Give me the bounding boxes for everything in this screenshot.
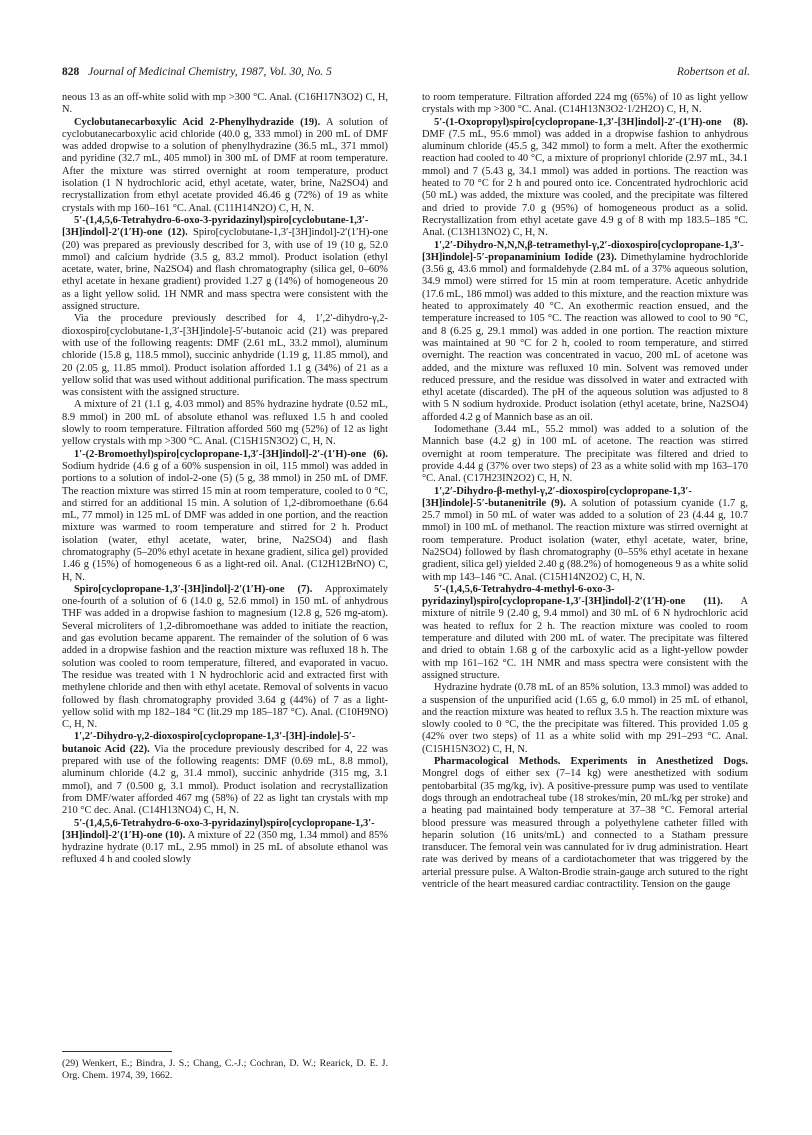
paragraph-heading: 5′-(1,4,5,6-Tetrahydro-4-methyl-6-oxo-3-pyridazinyl)spiro[cyclopropane-1,3′-[3H]indol]-2′(1′H)-one (11).: [422, 583, 723, 608]
paragraph-text: Iodomethane (3.44 mL, 55.2 mmol) was added to a solution of the Mannich base (4.2 g) in 100 mL of acetone. The reaction was stirred overnight at room temperature. The precipitate was filtered and dried to provide 4.44 g (37% over two steps) of 23 as a white solid with mp 163–170 °C. Anal. (C17H23IN2O2) C, H, N.: [422, 424, 748, 485]
left-column: [62, 92, 388, 1017]
paragraph-text: Sodium hydride (4.6 g of a 60% suspension in oil, 115 mmol) was added in portions to a solution of indol-2-one (5) (5 g, 38 mmol) in 250 mL of DMF. The reaction mixture was stirred 15 min at room temperature, cooled to 0 °C, and stirred for an additional 15 min. A solution of 1,2-dibromoethane (6.64 mL, 77 mmol) in 125 mL of DMF was added in one portion, and the reaction mixture was warmed to room temperature and stirred for 2 h. Product isolation (water, ethyl acetate, water, brine, Na2SO4) and flash chromatography (5–20% ethyl acetate in hexane gradient, silica gel) provided 1.46 g (15%) of homogeneous 6 as a light-red oil. Anal. (C12H12BrNO) C, H, N.: [62, 460, 388, 583]
paragraph: [422, 92, 748, 117]
paragraph-heading: 5′-(1,4,5,6-Tetrahydro-6-oxo-3-pyridazinyl)spiro[cyclopropane-1,3′-[3H]indol]-2′(1′H)-one (10).: [62, 817, 375, 841]
paragraph: [62, 313, 388, 399]
paragraph-text: A mixture of nitrile 9 (2.40 g, 9.4 mmol) and 30 mL of 6 N hydrochloric acid was heated to reflux for 2 h. The reaction mixture was cooled to room temperature and diluted with 200 mL of water. The precipitate was filtered and dried to obtain 1.68 g of the carboxylic acid as a light-yellow powder with mp 161–162 °C. 1H NMR and mass spectra were consistent with the assigned structure.: [422, 596, 748, 681]
paragraph: [422, 584, 748, 682]
paragraph: [422, 240, 748, 424]
paragraph-text: Hydrazine hydrate (0.78 mL of an 85% solution, 13.3 mmol) was added to a suspension of the unpurified acid (1.65 g, 6.0 mmol) in 25 mL of ethanol, and the reaction mixture was heated to reflux 3.5 h. The reaction mixture was slowly cooled to 0 °C, the the precipitate was filtered. This provided 1.05 g (42% over two steps) of 11 as a white solid with mp 291–293 °C. Anal. (C15H15N3O2) C, H, N.: [422, 682, 748, 755]
paragraph-heading: 1′-(2-Bromoethyl)spiro[cyclopropane-1,3′-[3H]indol]-2′-(1′H)-one (6).: [74, 448, 388, 460]
paragraph: [422, 682, 748, 756]
paragraph: [62, 92, 388, 117]
paragraph-text: A solution of cyclobutanecarboxylic acid chloride (40.0 g, 333 mmol) in 200 mL of DMF was added dropwise to a solution of phenylhydrazine (36.5 mL, 371 mmol) and pyridine (32.7 mL, 405 mmol) in 300 mL of DMF at room temperature. After the mixture was stirred overnight at room temperature, product isolation (1 N hydrochloric acid, ethyl acetate, water, brine, Na2SO4) and recrystallization from ethyl acetate provided 46.46 g (72%) of 19 as white crystals with mp 160–161 °C. Anal. (C11H14N2O) C, H, N.: [62, 116, 388, 214]
paragraph: [62, 215, 388, 313]
paragraph-heading: 1′,2′-Dihydro-N,N,N,β-tetramethyl-γ,2′-dioxospiro[cyclopropane-1,3′-[3H]indole]-5′-propanaminium Iodide (23).: [422, 239, 744, 263]
page-header: [62, 66, 750, 84]
paragraph-text: Mongrel dogs of either sex (7–14 kg) were anesthetized with sodium pentobarbital (35 mg/kg, iv). A positive-pressure pump was used to ventilate dogs through an endotracheal tube (18 strokes/min, 20 mL/kg per stroke) and a heating pad maintained body temperature at 37–38 °C. Femoral arterial blood pressure was measured through a polyethylene catheter filled with heparin solution (16 units/mL) and connected to a Statham pressure transducer. The femoral vein was cannulated for iv drug administration. Heart rate was derived by means of a cardiotachometer that was triggered by the arterial pressure pulse. A Walton-Brodie strain-gauge arch sutured to the right ventricle of the heart measured cardiac contractility. Tension on the gauge: [422, 768, 748, 890]
paragraph: [422, 117, 748, 240]
paragraph: [62, 731, 388, 817]
paragraph-text: Via the procedure previously described for 4, 22 was prepared with use of the following reagents: DMF (0.69 mL, 8.8 mmol), aluminum chloride (4.2 g, 31.4 mmol), succinic anhydride (315 mg, 3.1 mmol), and 7 (0.500 g, 3.1 mmol). Product isolation and recrystallization from DMF/water afforded 467 mg (58%) of 22 as light tan crystals with mp 210 °C dec. Anal. (C14H13NO4) C, H, N.: [62, 743, 388, 817]
paragraph-heading: Spiro[cyclopropane-1,3′-[3H]indol]-2′(1′H)-one (7).: [74, 583, 313, 595]
paragraph-heading: 1′,2′-Dihydro-β-methyl-γ,2′-dioxospiro[cyclopropane-1,3′-[3H]indole]-5′-butanenitrile (9).: [422, 485, 692, 509]
paragraph: [62, 584, 388, 732]
paragraph: [422, 486, 748, 584]
paragraph-text: Via the procedure previously described for 4, 1′,2′-dihydro-γ,2-dioxospiro[cyclobutane-1,3′-[3H]indole]-5′-butanoic acid (21) was prepared with use of the following reagents: DMF (2.61 mL, 33.2 mmol), aluminum chloride (15.8 g, 118.5 mmol), succinic anhydride (1.19 g, 11.85 mmol), and 20 (2.05 g, 11.85 mmol). Product isolation afforded 1.1 g (34%) of 21 as a yellow solid that was used without additional purification. The mass spectrum was consistent with the assigned structure.: [62, 313, 388, 399]
paragraph-text: A solution of potassium cyanide (1.7 g, 25.7 mmol) in 50 mL of water was added to a solution of 23 (4.44 g, 10.7 mmol) in 100 mL of methanol. The reaction mixture was stirred overnight at room temperature. Product isolation (water, ethyl acetate, water, brine, Na2SO4) followed by flash chromatography (0–55% ethyl acetate in hexane gradient, silica gel) yielded 2.40 g (88.2%) of homogeneous 9 as a white solid with mp 143–146 °C. Anal. (C15H14N2O2) C, H, N.: [422, 497, 748, 583]
running-author: Robertson et al.: [676, 66, 750, 78]
paragraph-text: Spiro[cyclobutane-1,3′-[3H]indol]-2′(1′H)-one (20) was prepared as previously described for 3, with use of 19 (10 g, 52.0 mmol) and calcium hydride (3.5 g, 83.2 mmol). Product isolation (ethyl acetate, water, brine, Na2SO4) and flash chromatography (silica gel, 0–60% ethyl acetate in hexane gradient) provided 1.27 g (14%) of homogeneous 20 as a light yellow solid. 1H NMR and mass spectra were consistent with the assigned structure.: [62, 227, 388, 313]
footnote-rule: [62, 1051, 172, 1052]
journal-citation: Journal of Medicinal Chemistry, 1987, Vol. 30, No. 5: [88, 66, 332, 78]
paragraph: [422, 424, 748, 485]
paragraph-text: A mixture of 22 (350 mg, 1.34 mmol) and 85% hydrazine hydrate (0.17 mL, 2.95 mmol) in 25 mL of absolute ethanol was refluxed 4 h and cooled slowly: [62, 829, 388, 866]
paragraph-text: DMF (7.5 mL, 95.6 mmol) was added in a dropwise fashion to anhydrous aluminum chloride (45.5 g, 342 mmol) to form a melt. After the exothermic reaction had cooled to 40 °C, a mixture of proprionyl chloride (2.97 mL, 34.1 mmol) and 7 (5.43 g, 34.1 mmol) was added in portions. The reaction was heated to 70 °C for 2 h and poured onto ice. Concentrated hydrochloric acid (50 mL) was added, the mixture was cooled, and the precipitate was filtered and dried to provide 7.0 g (95%) of homogeneous product as a solid. Recrystallization from ethyl acetate gave 4.9 g of 8 with mp 183.5–185 °C. Anal. (C13H13NO2) C, H, N.: [422, 128, 748, 239]
paragraph-text: to room temperature. Filtration afforded 224 mg (65%) of 10 as light yellow crystals with mp >300 °C. Anal. (C14H13N3O2·1/2H2O) C, H, N.: [422, 92, 748, 116]
paragraph: [62, 117, 388, 215]
paragraph-heading: Pharmacological Methods. Experiments in Anesthetized Dogs.: [434, 756, 748, 768]
paragraph: [422, 756, 748, 891]
right-column: [422, 92, 748, 1102]
page-number: 828: [62, 66, 80, 78]
paragraph: [62, 399, 388, 448]
footnote: (29) Wenkert, E.; Bindra, J. S.; Chang, C.-J.; Cochran, D. W.; Rearick, D. E. J. Org. Chem. 1974, 39, 1662.: [62, 1058, 388, 1081]
paragraph-text: Dimethylamine hydrochloride (3.56 g, 43.6 mmol) and formaldehyde (2.84 mL of a 37% aqueous solution, 34.9 mmol) were stirred for 15 min at room temperature. Acetic anhydride (17.6 mL, 186 mmol) was added to this mixture, and the reaction mixture was heated to approximately 40 °C. An exothermic reaction ensued, and the temperature increased to 105 °C. The reaction was allowed to cool to 90 °C, and 8 (6.25 g, 29.1 mmol) was added in one portion. The reaction mixture was maintained at 90 °C for 2 h, cooled to room temperature, and stirred overnight. The reaction was concentrated in vacuo, 200 mL of acetone was added, and the mixture was refluxed 10 min. Solvent was removed under reduced pressure, and the residue was dissolved in water and extracted with ethyl acetate (discarded). The pH of the aqueous solution was adjusted to 8 with 5 N sodium hydroxide. Product isolation (ethyl acetate, brine, Na2SO4) afforded 4.2 g of Mannich base as an oil.: [422, 251, 748, 423]
paragraph-heading: 5′-(1-Oxopropyl)spiro[cyclopropane-1,3′-[3H]indol]-2′-(1′H)-one (8).: [434, 116, 748, 128]
paragraph-text: neous 13 as an off-white solid with mp >300 °C. Anal. (C16H17N3O2) C, H, N.: [62, 92, 388, 116]
paragraph: [62, 449, 388, 584]
paragraph-text: Approximately one-fourth of a solution of 6 (14.0 g, 52.6 mmol) in 150 mL of anhydrous THF was added in a dropwise fashion to magnesium (12.8 g, 526 mg-atom). Several microliters of 1,2-dibromoethane was added to initiate the reaction, and gas evolution became apparent. The remainder of the solution of 6 was added in a dropwise fashion and the reaction mixture was refluxed 18 h. The solution was cooled to room temperature, filtered, and evaporated in vacuo. The residue was treated with 1 N hydrochloric acid and extracted first with methylene chloride and then with ethyl acetate. Removal of solvents in vacuo followed by flash chromatography provided 3.64 g (44%) of 7 as a light-yellow solid with mp 182–184 °C (lit.29 mp 185–187 °C). Anal. (C10H9NO) C, H, N.: [62, 583, 388, 731]
paragraph-heading: Cyclobutanecarboxylic Acid 2-Phenylhydrazide (19).: [74, 116, 321, 128]
paragraph-heading: 5′-(1,4,5,6-Tetrahydro-6-oxo-3-pyridazinyl)spiro[cyclobutane-1,3′-[3H]indol]-2′(1′H)-one (12).: [62, 214, 369, 239]
paragraph: [62, 818, 388, 867]
paragraph-text: A mixture of 21 (1.1 g, 4.03 mmol) and 85% hydrazine hydrate (0.52 mL, 8.9 mmol) in 200 mL of absolute ethanol was refluxed 1.5 h and cooled slowly to room temperature. Filtration afforded 560 mg (52%) of 12 as light yellow crystals with mp >300 °C. Anal. (C15H15N3O2) C, H, N.: [62, 399, 388, 448]
paragraph-heading: 1′,2′-Dihydro-γ,2-dioxospiro[cyclopropane-1,3′-[3H]-indole]-5′-butanoic Acid (22).: [62, 731, 356, 755]
